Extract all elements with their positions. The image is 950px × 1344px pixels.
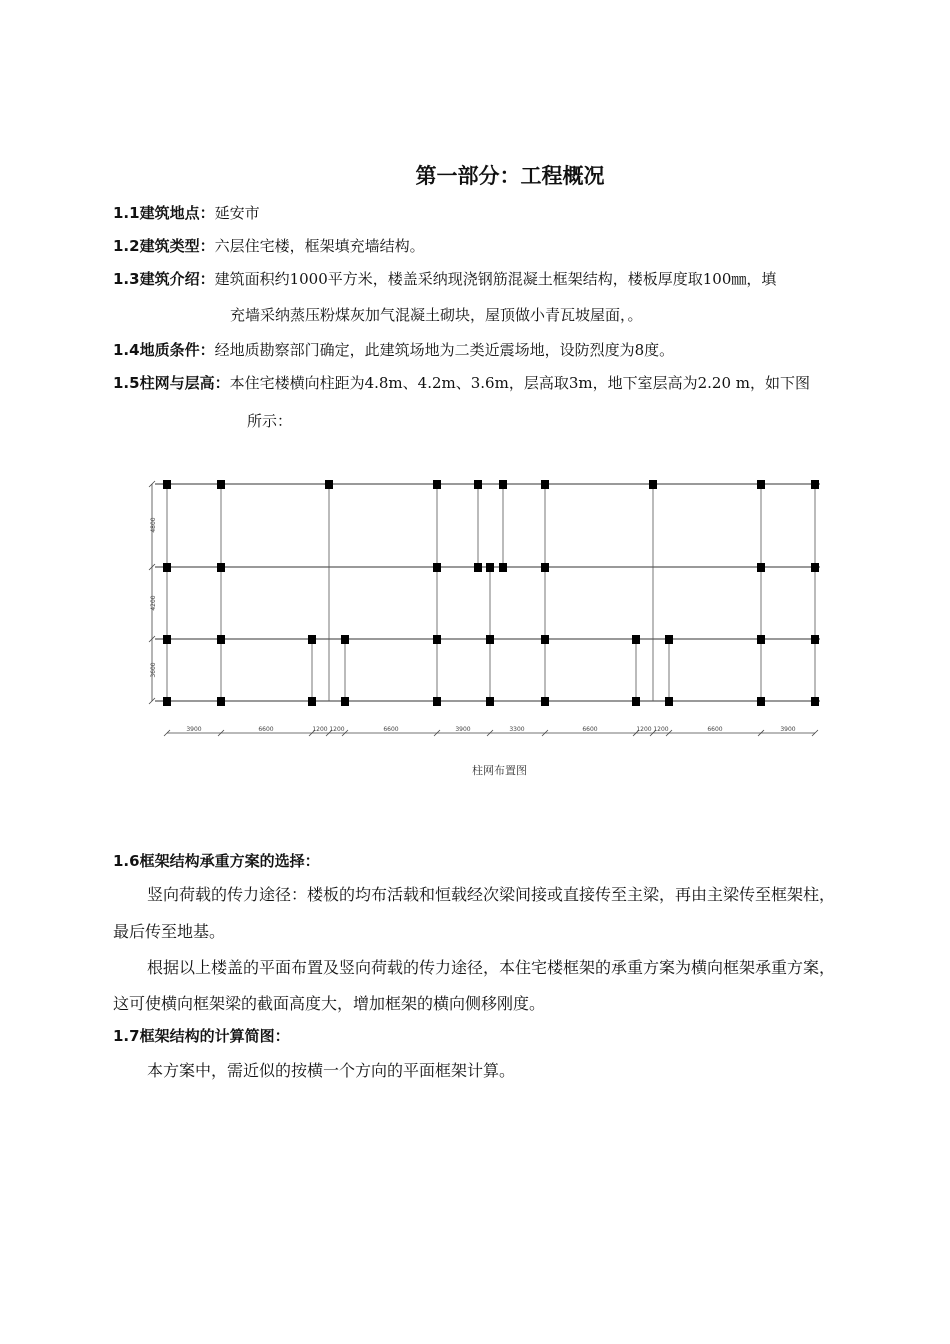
item-text: 建筑面积约1000平方米，楼盖采纳现浇钢筋混凝土框架结构，楼板厚度取100㎜，填 [214, 270, 777, 288]
dim-label-h3: 1200 [312, 726, 328, 733]
plan-caption: 柱网布置图 [472, 764, 527, 777]
item-text: 延安市 [214, 204, 260, 222]
grid-horizontal-lines [155, 484, 820, 701]
item-text: 本住宅楼横向柱距为4.8m、4.2m、3.6m，层高取3m，地下室层高为2.20 m，如下图 [229, 374, 810, 392]
section-16-paragraph-1: 竖向荷载的传力途径：楼板的均布活载和恒载经次梁间接或直接传至主梁，再由主梁传至框架柱， [147, 885, 836, 904]
dim-label-h10: 1200 [653, 726, 669, 733]
item-grid [113, 372, 810, 393]
dim-label-v2: 4200 [150, 595, 157, 611]
section-16-paragraph-1-continued: 最后传至地基。 [113, 922, 226, 941]
item-intro-continued: 充墙采纳蒸压粉煤灰加气混凝土砌块，屋顶做小青瓦坡屋面，。 [230, 306, 643, 324]
dim-label-h12: 3900 [780, 726, 796, 733]
item-type [113, 235, 425, 256]
dim-label-h9: 1200 [636, 726, 652, 733]
item-label: 1.2建筑类型： [113, 237, 215, 255]
section-17-heading: 1.7框架结构的计算简图： [113, 1027, 290, 1045]
item-intro [113, 268, 776, 289]
page-title: 第一部分：工程概况 [415, 164, 605, 188]
dim-label-v1: 4800 [150, 517, 157, 533]
dim-label-h4: 1200 [329, 726, 345, 733]
item-label: 1.1建筑地点： [113, 204, 215, 222]
dim-label-h1: 3900 [186, 726, 202, 733]
column-grid-plan [140, 465, 830, 750]
item-geology [113, 339, 674, 360]
item-label: 1.4地质条件： [113, 341, 215, 359]
grid-vertical-lines [167, 484, 815, 701]
section-17-paragraph: 本方案中，需近似的按横一个方向的平面框架计算。 [147, 1061, 516, 1080]
item-text: 六层住宅楼，框架填充墙结构。 [214, 237, 425, 255]
dim-label-h8: 6600 [582, 726, 598, 733]
item-label: 1.3建筑介绍： [113, 270, 215, 288]
dim-label-v3: 3600 [150, 662, 157, 678]
dim-label-h7: 3300 [509, 726, 525, 733]
dim-label-h6: 3900 [455, 726, 471, 733]
item-grid-continued: 所示： [247, 412, 293, 430]
section-16-paragraph-2: 根据以上楼盖的平面布置及竖向荷载的传力途径，本住宅楼框架的承重方案为横向框架承重方案， [147, 958, 836, 977]
dim-label-h2: 6600 [258, 726, 274, 733]
columns [163, 480, 819, 706]
section-16-paragraph-2-continued: 这可使横向框架梁的截面高度大，增加框架的横向侧移刚度。 [113, 994, 546, 1013]
item-location [113, 202, 260, 223]
dim-label-h11: 6600 [707, 726, 723, 733]
vertical-dimension-labels [150, 517, 157, 677]
section-16-heading: 1.6框架结构承重方案的选择： [113, 852, 320, 870]
dim-label-h5: 6600 [383, 726, 399, 733]
item-text: 经地质勘察部门确定，此建筑场地为二类近震场地，设防烈度为8度。 [214, 341, 675, 359]
item-label: 1.5柱网与层高： [113, 374, 230, 392]
